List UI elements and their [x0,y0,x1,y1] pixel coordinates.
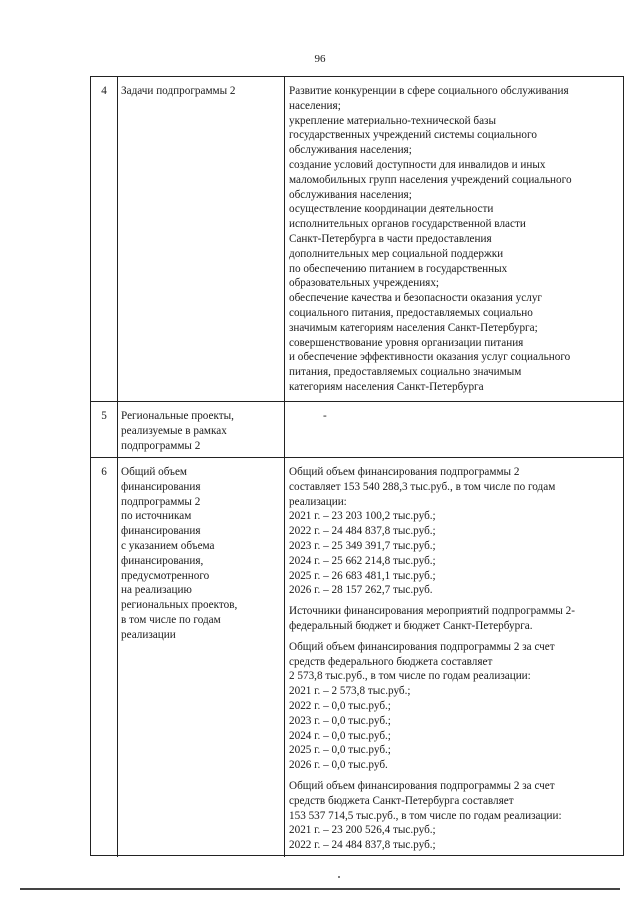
row-number: 6 [101,466,107,478]
content-line: 2025 г. – 26 683 481,1 тыс.руб.; [289,569,436,582]
content-line: 2023 г. – 0,0 тыс.руб.; [289,714,391,727]
financing-paragraph [289,465,625,598]
row-content [289,77,625,395]
scan-dot [338,876,340,878]
content-line: 2021 г. – 23 203 100,2 тыс.руб.; [289,510,436,523]
row-label [121,402,281,453]
row-content [289,458,625,853]
label-line: Задачи подпрограммы 2 [121,85,236,97]
label-line: реализуемые в рамках [121,424,227,437]
label-line: с указанием объема [121,539,215,552]
content-line: Общий объем финансирования подпрограммы 2 [289,466,520,478]
content-line: 2021 г. – 2 573,8 тыс.руб.; [289,685,411,698]
content-line: средств бюджета Санкт-Петербурга составляет [289,794,514,807]
content-line: по обеспечению питанием в государственных [289,262,508,275]
row-number: 5 [101,410,107,422]
content-line: социального питания, предоставляемых социально [289,306,533,319]
content-line: Общий объем финансирования подпрограммы 2 за счет [289,779,555,792]
content-line: дополнительных мер социальной поддержки [289,247,504,260]
empty-dash: - [323,410,327,422]
table-row [91,457,623,857]
label-line: финансирования [121,480,201,493]
content-line: обслуживания населения; [289,188,412,201]
label-line: по источникам [121,510,192,523]
content-line: обслуживания населения; [289,144,412,157]
financing-paragraph [289,640,625,773]
content-line: Источники финансирования мероприятий подпрограммы 2- [289,605,575,618]
content-line: 2024 г. – 25 662 214,8 тыс.руб.; [289,554,436,567]
content-line: укрепление материально-технической базы [289,114,496,127]
label-line: предусмотренного [121,569,210,582]
content-line: осуществление координации деятельности [289,203,494,216]
label-line: реализации [121,628,176,641]
content-line: 2026 г. – 28 157 262,7 тыс.руб. [289,584,433,597]
financing-paragraph [289,779,625,853]
document-table [90,76,624,856]
label-line: подпрограммы 2 [121,495,201,508]
content-line: 2022 г. – 0,0 тыс.руб.; [289,699,391,712]
content-line: и обеспечение эффективности оказания услуг социального [289,351,571,364]
content-line: населения; [289,99,341,112]
content-line: Санкт-Петербурга в части предоставления [289,232,492,245]
content-line: 2022 г. – 24 484 837,8 тыс.руб.; [289,525,436,538]
content-line: обеспечение качества и безопасности оказания услуг [289,292,543,305]
content-line: федеральный бюджет и бюджет Санкт-Петербурга. [289,619,533,632]
page-number: 96 [314,53,326,65]
content-line: 2023 г. – 25 349 391,7 тыс.руб.; [289,539,436,552]
label-line: Региональные проекты, [121,410,234,422]
content-line: реализации: [289,495,347,508]
content-line: 153 537 714,5 тыс.руб., в том числе по годам реализации: [289,809,562,822]
content-line: значимым категориям населения Санкт-Петербурга; [289,321,538,334]
label-line: финансирования [121,525,201,538]
content-line: 2026 г. – 0,0 тыс.руб. [289,759,388,772]
row-label [121,77,281,99]
content-line: 2021 г. – 23 200 526,4 тыс.руб.; [289,824,436,837]
label-line: в том числе по годам [121,613,221,626]
content-line: 2025 г. – 0,0 тыс.руб.; [289,744,391,757]
row-content [289,402,625,424]
content-line: государственных учреждений системы социального [289,129,537,142]
content-line: создание условий доступности для инвалидов и иных [289,158,546,171]
content-line: совершенствование уровня организации питания [289,336,524,349]
content-line: 2 573,8 тыс.руб., в том числе по годам реализации: [289,670,531,683]
content-line: маломобильных групп населения учреждений социального [289,173,572,186]
label-line: Общий объем [121,466,187,478]
footer-rule [20,888,620,890]
row-number: 4 [101,85,107,97]
row-label [121,458,281,643]
content-line: Развитие конкуренции в сфере социального обслуживания [289,85,569,97]
content-line: питания, предоставляемых социально значимым [289,366,522,379]
label-line: подпрограммы 2 [121,439,201,452]
label-line: на реализацию [121,584,192,597]
table-row [91,401,623,457]
content-line: категориям населения Санкт-Петербурга [289,380,484,393]
content-line: средств федерального бюджета составляет [289,655,493,668]
content-line: исполнительных органов государственной власти [289,218,526,231]
label-line: региональных проектов, [121,599,238,612]
content-line: Общий объем финансирования подпрограммы 2 за счет [289,640,555,653]
content-line: составляет 153 540 288,3 тыс.руб., в том числе по годам [289,480,556,493]
content-line: образовательных учреждениях; [289,277,440,290]
table-row [91,77,623,401]
content-line: 2022 г. – 24 484 837,8 тыс.руб.; [289,839,436,852]
label-line: финансирования, [121,554,204,567]
financing-paragraph [289,604,625,634]
content-line: 2024 г. – 0,0 тыс.руб.; [289,729,391,742]
